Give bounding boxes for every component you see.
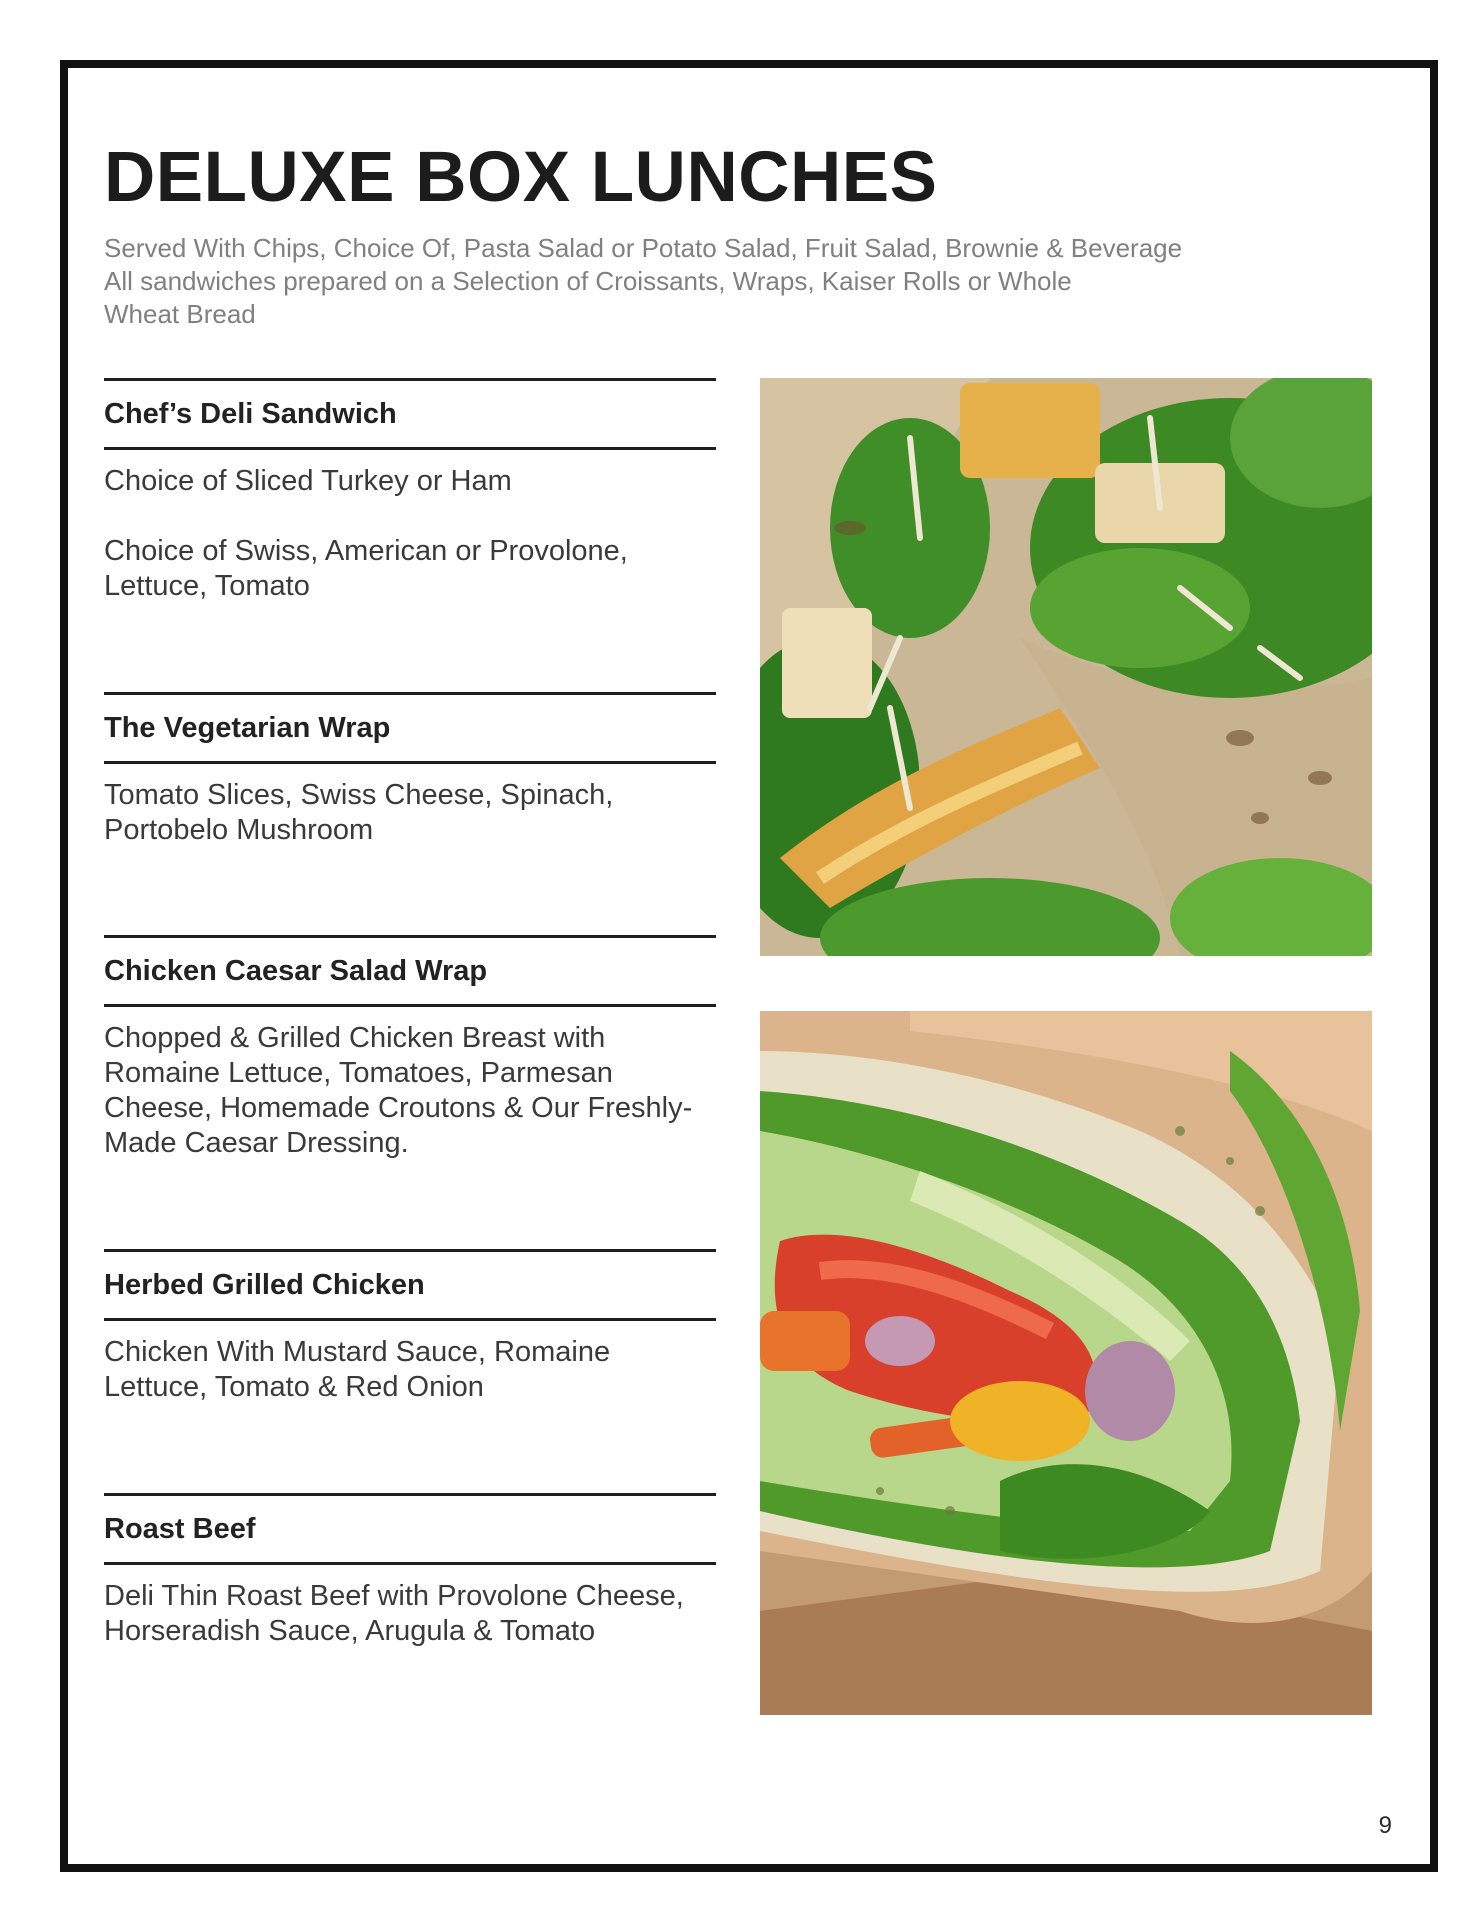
page-title: DELUXE BOX LUNCHES — [104, 138, 938, 217]
menu-item-chefs-deli-sandwich — [104, 378, 716, 604]
intro-line-3: Wheat Bread — [104, 299, 256, 329]
divider — [104, 1562, 716, 1565]
divider — [104, 1004, 716, 1007]
divider — [104, 447, 716, 450]
description-line: Chopped & Grilled Chicken Breast with Romaine Lettuce, Tomatoes, Parmesan Cheese, Homemade Croutons & Our Freshly-Made Caesar Dressing. — [104, 1022, 693, 1159]
menu-item-name: The Vegetarian Wrap — [104, 711, 391, 744]
menu-item-description — [104, 1335, 716, 1405]
food-photo-illustration — [760, 378, 1372, 956]
intro-line-1: Served With Chips, Choice Of, Pasta Salad or Potato Salad, Fruit Salad, Brownie & Beverage — [104, 233, 1183, 263]
menu-item-name: Chicken Caesar Salad Wrap — [104, 954, 488, 987]
divider — [104, 761, 716, 764]
intro-line-2: All sandwiches prepared on a Selection of Croissants, Wraps, Kaiser Rolls or Whole — [104, 266, 1072, 296]
menu-item-herbed-grilled-chicken — [104, 1249, 716, 1405]
description-line: Tomato Slices, Swiss Cheese, Spinach, Portobelo Mushroom — [104, 779, 630, 846]
menu-item-roast-beef — [104, 1493, 716, 1649]
menu-item-vegetarian-wrap — [104, 692, 716, 848]
chicken-caesar-wrap-photo — [760, 378, 1372, 956]
menu-item-description — [104, 464, 716, 604]
menu-item-description — [104, 778, 716, 848]
divider — [104, 1318, 716, 1321]
page-number: 9 — [1378, 1812, 1392, 1839]
intro-text — [104, 232, 1324, 331]
menu-item-description — [104, 1021, 716, 1161]
menu-item-name: Roast Beef — [104, 1512, 256, 1545]
description-line: Deli Thin Roast Beef with Provolone Cheese, Horseradish Sauce, Arugula & Tomato — [104, 1580, 684, 1647]
menu-item-name: Herbed Grilled Chicken — [104, 1268, 425, 1301]
description-line: Choice of Sliced Turkey or Ham — [104, 465, 512, 497]
food-photo-illustration — [760, 1011, 1372, 1715]
menu-item-name: Chef’s Deli Sandwich — [104, 397, 397, 430]
menu-item-description — [104, 1579, 716, 1649]
description-line: Chicken With Mustard Sauce, Romaine Lettuce, Tomato & Red Onion — [104, 1336, 611, 1403]
description-line: Choice of Swiss, American or Provolone, Lettuce, Tomato — [104, 535, 628, 602]
vegetable-wrap-photo — [760, 1011, 1372, 1715]
menu-item-chicken-caesar-wrap — [104, 935, 716, 1161]
